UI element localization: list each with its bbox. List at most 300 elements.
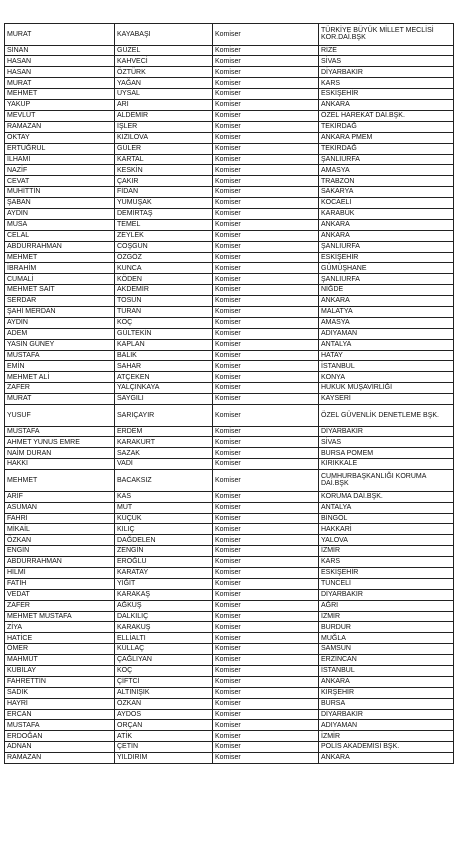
table-row bbox=[5, 208, 454, 219]
unit-cell: İZMİR bbox=[319, 731, 454, 742]
table-row bbox=[5, 611, 454, 622]
last-name-cell: ÖZTÜRK bbox=[115, 67, 213, 78]
last-name-cell: AĞKUŞ bbox=[115, 600, 213, 611]
rank-cell: Komiser bbox=[213, 121, 319, 132]
first-name-cell: ABDURRAHMAN bbox=[5, 557, 115, 568]
last-name-cell: DEMİRTAŞ bbox=[115, 208, 213, 219]
table-row bbox=[5, 372, 454, 383]
unit-cell: ANKARA PMEM bbox=[319, 132, 454, 143]
rank-cell: Komiser bbox=[213, 198, 319, 209]
first-name-cell: SADIK bbox=[5, 687, 115, 698]
last-name-cell: KOÇ bbox=[115, 317, 213, 328]
rank-cell: Komiser bbox=[213, 633, 319, 644]
table-row bbox=[5, 110, 454, 121]
table-row bbox=[5, 633, 454, 644]
unit-cell: NİĞDE bbox=[319, 285, 454, 296]
table-row bbox=[5, 165, 454, 176]
rank-cell: Komiser bbox=[213, 100, 319, 111]
first-name-cell: FAHRİ bbox=[5, 513, 115, 524]
rank-cell: Komiser bbox=[213, 720, 319, 731]
unit-cell: BURSA POMEM bbox=[319, 448, 454, 459]
unit-cell: ESKİŞEHİR bbox=[319, 89, 454, 100]
rank-cell: Komiser bbox=[213, 45, 319, 56]
rank-cell: Komiser bbox=[213, 535, 319, 546]
last-name-cell: ARI bbox=[115, 100, 213, 111]
first-name-cell: FAHRETTİN bbox=[5, 676, 115, 687]
last-name-cell: İŞLER bbox=[115, 121, 213, 132]
table-row bbox=[5, 426, 454, 437]
unit-cell: ÖZEL HAREKAT DAİ.BŞK. bbox=[319, 110, 454, 121]
first-name-cell: ZİYA bbox=[5, 622, 115, 633]
last-name-cell: MUT bbox=[115, 502, 213, 513]
last-name-cell: SAZAK bbox=[115, 448, 213, 459]
last-name-cell: ALDEMİR bbox=[115, 110, 213, 121]
rank-cell: Komiser bbox=[213, 470, 319, 492]
table-row bbox=[5, 665, 454, 676]
table-row bbox=[5, 350, 454, 361]
rank-cell: Komiser bbox=[213, 132, 319, 143]
first-name-cell: ASUMAN bbox=[5, 502, 115, 513]
first-name-cell: OKTAY bbox=[5, 132, 115, 143]
rank-cell: Komiser bbox=[213, 753, 319, 764]
unit-cell: MALATYA bbox=[319, 306, 454, 317]
unit-cell: ANTALYA bbox=[319, 502, 454, 513]
last-name-cell: KAPLAN bbox=[115, 339, 213, 350]
last-name-cell: ÖZKAN bbox=[115, 698, 213, 709]
unit-cell: İZMİR bbox=[319, 611, 454, 622]
unit-cell: ŞANLIURFA bbox=[319, 274, 454, 285]
rank-cell: Komiser bbox=[213, 296, 319, 307]
last-name-cell: AYDOS bbox=[115, 709, 213, 720]
table-row bbox=[5, 100, 454, 111]
unit-cell: KAYSERİ bbox=[319, 394, 454, 405]
first-name-cell: HASAN bbox=[5, 56, 115, 67]
unit-cell: KIRIKKALE bbox=[319, 459, 454, 470]
last-name-cell: KUNCA bbox=[115, 263, 213, 274]
unit-cell: TRABZON bbox=[319, 176, 454, 187]
unit-cell: DİYARBAKIR bbox=[319, 67, 454, 78]
unit-cell: SİVAS bbox=[319, 437, 454, 448]
last-name-cell: ALTINIŞIK bbox=[115, 687, 213, 698]
first-name-cell: SERDAR bbox=[5, 296, 115, 307]
table-row bbox=[5, 709, 454, 720]
unit-cell: ANKARA bbox=[319, 753, 454, 764]
last-name-cell: BALIK bbox=[115, 350, 213, 361]
table-row bbox=[5, 589, 454, 600]
last-name-cell: GÜLTEKİN bbox=[115, 328, 213, 339]
table-row bbox=[5, 753, 454, 764]
table-row bbox=[5, 437, 454, 448]
first-name-cell: ZAFER bbox=[5, 600, 115, 611]
first-name-cell: ŞAHİ MERDAN bbox=[5, 306, 115, 317]
rank-cell: Komiser bbox=[213, 274, 319, 285]
rank-cell: Komiser bbox=[213, 687, 319, 698]
table-row bbox=[5, 731, 454, 742]
last-name-cell: KARAKURT bbox=[115, 437, 213, 448]
first-name-cell: KUBİLAY bbox=[5, 665, 115, 676]
table-row bbox=[5, 698, 454, 709]
rank-cell: Komiser bbox=[213, 361, 319, 372]
table-row bbox=[5, 67, 454, 78]
rank-cell: Komiser bbox=[213, 731, 319, 742]
rank-cell: Komiser bbox=[213, 557, 319, 568]
rank-cell: Komiser bbox=[213, 165, 319, 176]
unit-cell: ANKARA bbox=[319, 296, 454, 307]
table-row bbox=[5, 132, 454, 143]
first-name-cell: HİLMİ bbox=[5, 567, 115, 578]
unit-cell: ANKARA bbox=[319, 676, 454, 687]
table-row bbox=[5, 241, 454, 252]
unit-cell: ERZİNCAN bbox=[319, 655, 454, 666]
last-name-cell: KARAKAŞ bbox=[115, 589, 213, 600]
first-name-cell: MUSA bbox=[5, 219, 115, 230]
rank-cell: Komiser bbox=[213, 524, 319, 535]
table-row bbox=[5, 567, 454, 578]
unit-cell: ŞANLIURFA bbox=[319, 154, 454, 165]
last-name-cell: KÖDEN bbox=[115, 274, 213, 285]
last-name-cell: KARATAY bbox=[115, 567, 213, 578]
last-name-cell: DAĞDELEN bbox=[115, 535, 213, 546]
table-row bbox=[5, 121, 454, 132]
first-name-cell: İBRAHİM bbox=[5, 263, 115, 274]
rank-cell: Komiser bbox=[213, 665, 319, 676]
table-row bbox=[5, 459, 454, 470]
last-name-cell: ÖZGÖZ bbox=[115, 252, 213, 263]
last-name-cell: VADİ bbox=[115, 459, 213, 470]
table-row bbox=[5, 56, 454, 67]
first-name-cell: MEHMET MUSTAFA bbox=[5, 611, 115, 622]
last-name-cell: KARTAL bbox=[115, 154, 213, 165]
rank-cell: Komiser bbox=[213, 709, 319, 720]
last-name-cell: TOSUN bbox=[115, 296, 213, 307]
last-name-cell: ERDEM bbox=[115, 426, 213, 437]
first-name-cell: ARİF bbox=[5, 491, 115, 502]
rank-cell: Komiser bbox=[213, 698, 319, 709]
table-row bbox=[5, 89, 454, 100]
first-name-cell: ERTUĞRUL bbox=[5, 143, 115, 154]
rank-cell: Komiser bbox=[213, 350, 319, 361]
first-name-cell: ENGİN bbox=[5, 546, 115, 557]
rank-cell: Komiser bbox=[213, 513, 319, 524]
table-row bbox=[5, 502, 454, 513]
unit-cell: KONYA bbox=[319, 372, 454, 383]
first-name-cell: ÖZKAN bbox=[5, 535, 115, 546]
unit-cell: ESKİŞEHİR bbox=[319, 252, 454, 263]
table-row bbox=[5, 230, 454, 241]
first-name-cell: ADEM bbox=[5, 328, 115, 339]
first-name-cell: MUHİTTİN bbox=[5, 187, 115, 198]
rank-cell: Komiser bbox=[213, 306, 319, 317]
first-name-cell: ERDOĞAN bbox=[5, 731, 115, 742]
unit-cell: DİYARBAKIR bbox=[319, 589, 454, 600]
first-name-cell: HASAN bbox=[5, 67, 115, 78]
table-row bbox=[5, 644, 454, 655]
first-name-cell: AYDIN bbox=[5, 317, 115, 328]
table-row bbox=[5, 274, 454, 285]
table-row bbox=[5, 404, 454, 426]
first-name-cell: MURAT bbox=[5, 78, 115, 89]
rank-cell: Komiser bbox=[213, 546, 319, 557]
table-row bbox=[5, 655, 454, 666]
table-row bbox=[5, 24, 454, 46]
rank-cell: Komiser bbox=[213, 426, 319, 437]
table-row bbox=[5, 198, 454, 209]
first-name-cell: EMİN bbox=[5, 361, 115, 372]
last-name-cell: AKDEMİR bbox=[115, 285, 213, 296]
first-name-cell: MEHMET bbox=[5, 89, 115, 100]
last-name-cell: SARIÇAYIR bbox=[115, 404, 213, 426]
table-row bbox=[5, 394, 454, 405]
unit-cell: ANKARA bbox=[319, 100, 454, 111]
rank-cell: Komiser bbox=[213, 394, 319, 405]
unit-cell: KORUMA DAİ.BŞK. bbox=[319, 491, 454, 502]
unit-cell: AMASYA bbox=[319, 165, 454, 176]
rank-cell: Komiser bbox=[213, 437, 319, 448]
table-row bbox=[5, 45, 454, 56]
table-row bbox=[5, 285, 454, 296]
unit-cell: HUKUK MÜŞAVİRLİĞİ bbox=[319, 383, 454, 394]
table-row bbox=[5, 742, 454, 753]
table-row bbox=[5, 578, 454, 589]
first-name-cell: MUSTAFA bbox=[5, 426, 115, 437]
last-name-cell: EROĞLU bbox=[115, 557, 213, 568]
first-name-cell: MİKAİL bbox=[5, 524, 115, 535]
personnel-table bbox=[4, 23, 454, 764]
table-row bbox=[5, 263, 454, 274]
unit-cell: TÜRKİYE BÜYÜK MİLLET MECLİSİ KOR.DAİ.BŞK bbox=[319, 24, 454, 46]
last-name-cell: SAHAR bbox=[115, 361, 213, 372]
last-name-cell: TEMEL bbox=[115, 219, 213, 230]
rank-cell: Komiser bbox=[213, 491, 319, 502]
unit-cell: BİNGÖL bbox=[319, 513, 454, 524]
unit-cell: MUĞLA bbox=[319, 633, 454, 644]
last-name-cell: FİDAN bbox=[115, 187, 213, 198]
rank-cell: Komiser bbox=[213, 600, 319, 611]
table-row bbox=[5, 78, 454, 89]
last-name-cell: ELLİALTI bbox=[115, 633, 213, 644]
last-name-cell: YAĞAN bbox=[115, 78, 213, 89]
first-name-cell: MEHMET SAİT bbox=[5, 285, 115, 296]
last-name-cell: KESKİN bbox=[115, 165, 213, 176]
rank-cell: Komiser bbox=[213, 263, 319, 274]
first-name-cell: SİNAN bbox=[5, 45, 115, 56]
last-name-cell: ÇİFTCİ bbox=[115, 676, 213, 687]
unit-cell: ADIYAMAN bbox=[319, 720, 454, 731]
rank-cell: Komiser bbox=[213, 742, 319, 753]
table-row bbox=[5, 154, 454, 165]
table-row bbox=[5, 546, 454, 557]
first-name-cell: VEDAT bbox=[5, 589, 115, 600]
first-name-cell: CUMALİ bbox=[5, 274, 115, 285]
table-row bbox=[5, 448, 454, 459]
first-name-cell: ERCAN bbox=[5, 709, 115, 720]
table-row bbox=[5, 513, 454, 524]
first-name-cell: MAHMUT bbox=[5, 655, 115, 666]
table-row bbox=[5, 535, 454, 546]
unit-cell: HAKKARİ bbox=[319, 524, 454, 535]
personnel-table-body bbox=[5, 24, 454, 764]
rank-cell: Komiser bbox=[213, 676, 319, 687]
first-name-cell: ÖMER bbox=[5, 644, 115, 655]
first-name-cell: MEHMET bbox=[5, 470, 115, 492]
rank-cell: Komiser bbox=[213, 448, 319, 459]
rank-cell: Komiser bbox=[213, 143, 319, 154]
rank-cell: Komiser bbox=[213, 339, 319, 350]
unit-cell: ANTALYA bbox=[319, 339, 454, 350]
table-row bbox=[5, 176, 454, 187]
table-row bbox=[5, 252, 454, 263]
first-name-cell: HAKKI bbox=[5, 459, 115, 470]
unit-cell: İSTANBUL bbox=[319, 665, 454, 676]
unit-cell: CUMHURBAŞKANLIĞI KORUMA DAİ.BŞK bbox=[319, 470, 454, 492]
table-row bbox=[5, 676, 454, 687]
rank-cell: Komiser bbox=[213, 78, 319, 89]
unit-cell: KIRŞEHİR bbox=[319, 687, 454, 698]
last-name-cell: TURAN bbox=[115, 306, 213, 317]
table-row bbox=[5, 687, 454, 698]
rank-cell: Komiser bbox=[213, 219, 319, 230]
last-name-cell: ÇAĞLIYAN bbox=[115, 655, 213, 666]
table-row bbox=[5, 143, 454, 154]
first-name-cell: İLHAMİ bbox=[5, 154, 115, 165]
first-name-cell: FATİH bbox=[5, 578, 115, 589]
table-row bbox=[5, 622, 454, 633]
table-row bbox=[5, 557, 454, 568]
unit-cell: AMASYA bbox=[319, 317, 454, 328]
last-name-cell: GÜLER bbox=[115, 143, 213, 154]
first-name-cell: RAMAZAN bbox=[5, 121, 115, 132]
rank-cell: Komiser bbox=[213, 317, 319, 328]
first-name-cell: NAİM DURAN bbox=[5, 448, 115, 459]
first-name-cell: MURAT bbox=[5, 394, 115, 405]
last-name-cell: YALÇINKAYA bbox=[115, 383, 213, 394]
unit-cell: TEKİRDAĞ bbox=[319, 143, 454, 154]
unit-cell: İZMİR bbox=[319, 546, 454, 557]
last-name-cell: ÇAKIR bbox=[115, 176, 213, 187]
first-name-cell: YUSUF bbox=[5, 404, 115, 426]
table-row bbox=[5, 361, 454, 372]
rank-cell: Komiser bbox=[213, 644, 319, 655]
last-name-cell: ÇETİN bbox=[115, 742, 213, 753]
unit-cell: KOCAELİ bbox=[319, 198, 454, 209]
last-name-cell: KAHVECİ bbox=[115, 56, 213, 67]
unit-cell: BURSA bbox=[319, 698, 454, 709]
last-name-cell: KILIÇ bbox=[115, 524, 213, 535]
unit-cell: ÖZEL GÜVENLİK DENETLEME BŞK. bbox=[319, 404, 454, 426]
unit-cell: KARS bbox=[319, 78, 454, 89]
first-name-cell: MURAT bbox=[5, 24, 115, 46]
table-row bbox=[5, 339, 454, 350]
last-name-cell: ZEYLEK bbox=[115, 230, 213, 241]
rank-cell: Komiser bbox=[213, 622, 319, 633]
table-row bbox=[5, 524, 454, 535]
rank-cell: Komiser bbox=[213, 24, 319, 46]
rank-cell: Komiser bbox=[213, 187, 319, 198]
last-name-cell: ATÇEKEN bbox=[115, 372, 213, 383]
unit-cell: TEKİRDAĞ bbox=[319, 121, 454, 132]
unit-cell: YALOVA bbox=[319, 535, 454, 546]
table-row bbox=[5, 328, 454, 339]
last-name-cell: KOÇ bbox=[115, 665, 213, 676]
unit-cell: DİYARBAKIR bbox=[319, 709, 454, 720]
unit-cell: AĞRI bbox=[319, 600, 454, 611]
rank-cell: Komiser bbox=[213, 67, 319, 78]
last-name-cell: KAYABAŞI bbox=[115, 24, 213, 46]
unit-cell: KARS bbox=[319, 557, 454, 568]
table-row bbox=[5, 470, 454, 492]
unit-cell: SİVAS bbox=[319, 56, 454, 67]
last-name-cell: DALKILIÇ bbox=[115, 611, 213, 622]
unit-cell: ANKARA bbox=[319, 219, 454, 230]
first-name-cell: MUSTAFA bbox=[5, 350, 115, 361]
last-name-cell: KIZILOVA bbox=[115, 132, 213, 143]
unit-cell: ESKİŞEHİR bbox=[319, 567, 454, 578]
table-row bbox=[5, 720, 454, 731]
first-name-cell: CELAL bbox=[5, 230, 115, 241]
last-name-cell: YILDIRIM bbox=[115, 753, 213, 764]
last-name-cell: ZENGİN bbox=[115, 546, 213, 557]
rank-cell: Komiser bbox=[213, 578, 319, 589]
rank-cell: Komiser bbox=[213, 56, 319, 67]
rank-cell: Komiser bbox=[213, 208, 319, 219]
rank-cell: Komiser bbox=[213, 89, 319, 100]
rank-cell: Komiser bbox=[213, 404, 319, 426]
last-name-cell: KÜLLAÇ bbox=[115, 644, 213, 655]
unit-cell: BURDUR bbox=[319, 622, 454, 633]
unit-cell: RİZE bbox=[319, 45, 454, 56]
rank-cell: Komiser bbox=[213, 328, 319, 339]
first-name-cell: ZAFER bbox=[5, 383, 115, 394]
rank-cell: Komiser bbox=[213, 241, 319, 252]
rank-cell: Komiser bbox=[213, 589, 319, 600]
first-name-cell: ADNAN bbox=[5, 742, 115, 753]
first-name-cell: NAZİF bbox=[5, 165, 115, 176]
table-row bbox=[5, 296, 454, 307]
first-name-cell: AYDIN bbox=[5, 208, 115, 219]
first-name-cell: MUSTAFA bbox=[5, 720, 115, 731]
unit-cell: TUNCELİ bbox=[319, 578, 454, 589]
unit-cell: DİYARBAKIR bbox=[319, 426, 454, 437]
table-row bbox=[5, 306, 454, 317]
unit-cell: HATAY bbox=[319, 350, 454, 361]
table-row bbox=[5, 317, 454, 328]
first-name-cell: ŞABAN bbox=[5, 198, 115, 209]
rank-cell: Komiser bbox=[213, 383, 319, 394]
unit-cell: KARABÜK bbox=[319, 208, 454, 219]
unit-cell: POLİS AKADEMİSİ BŞK. bbox=[319, 742, 454, 753]
rank-cell: Komiser bbox=[213, 154, 319, 165]
unit-cell: ANKARA bbox=[319, 230, 454, 241]
first-name-cell: HAYRİ bbox=[5, 698, 115, 709]
unit-cell: ADIYAMAN bbox=[319, 328, 454, 339]
last-name-cell: YİĞİT bbox=[115, 578, 213, 589]
last-name-cell: KÜÇÜK bbox=[115, 513, 213, 524]
rank-cell: Komiser bbox=[213, 459, 319, 470]
rank-cell: Komiser bbox=[213, 567, 319, 578]
rank-cell: Komiser bbox=[213, 110, 319, 121]
first-name-cell: AHMET YUNUS EMRE bbox=[5, 437, 115, 448]
last-name-cell: UYSAL bbox=[115, 89, 213, 100]
last-name-cell: BACAKSIZ bbox=[115, 470, 213, 492]
first-name-cell: ABDURRAHMAN bbox=[5, 241, 115, 252]
last-name-cell: KARAKUŞ bbox=[115, 622, 213, 633]
rank-cell: Komiser bbox=[213, 176, 319, 187]
first-name-cell: HATİCE bbox=[5, 633, 115, 644]
unit-cell: İSTANBUL bbox=[319, 361, 454, 372]
last-name-cell: SAYGILI bbox=[115, 394, 213, 405]
rank-cell: Komiser bbox=[213, 230, 319, 241]
table-row bbox=[5, 600, 454, 611]
